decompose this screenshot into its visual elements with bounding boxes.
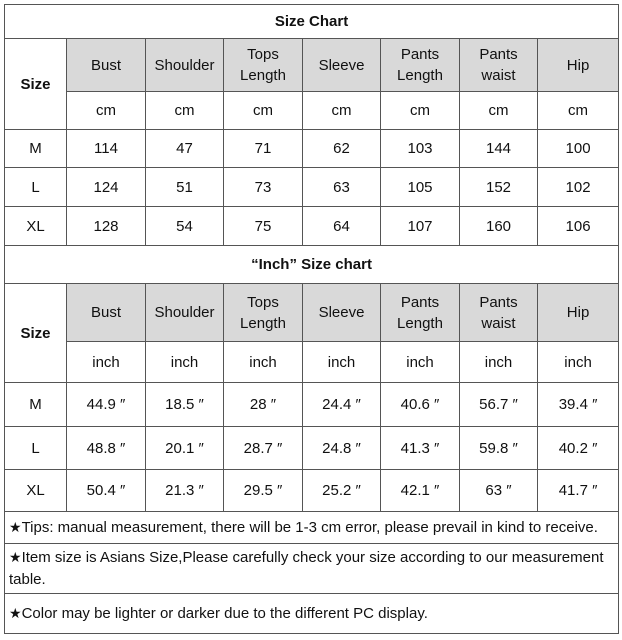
note-text: Tips: manual measurement, there will be 1-3 cm error, please prevail in kind to receive. [21,518,598,536]
inch-cell: 24.8 ″ [303,427,381,470]
inch-cell: 42.1 ″ [381,470,460,512]
cm-cell: 47 [146,130,224,168]
inch-cell: 59.8 ″ [460,427,538,470]
inch-unit-hip: inch [538,342,619,383]
cm-cell: 75 [224,207,303,246]
cm-header-row [5,39,619,92]
inch-cell: 20.1 ″ [146,427,224,470]
inch-unit-bust: inch [67,342,146,383]
inch-size-m: M [5,383,67,427]
inch-cell: 29.5 ″ [224,470,303,512]
cm-unit-pants-waist: cm [460,92,538,130]
cm-cell: 160 [460,207,538,246]
inch-unit-pants-waist: inch [460,342,538,383]
inch-col-pants-length [381,284,460,342]
note-color [5,594,619,634]
cm-size-label: Size [5,39,67,130]
star-icon: ★ [9,519,22,536]
inch-cell: 48.8 ″ [67,427,146,470]
inch-cell: 28.7 ″ [224,427,303,470]
inch-row-xl [5,470,619,512]
cm-col-pants-waist-label: Pants waist [479,46,518,84]
cm-unit-sleeve: cm [303,92,381,130]
inch-cell: 56.7 ″ [460,383,538,427]
cm-col-tops-length [224,39,303,92]
cm-col-pants-waist [460,39,538,92]
inch-unit-sleeve: inch [303,342,381,383]
cm-cell: 51 [146,168,224,207]
cm-row-l [5,168,619,207]
cm-col-shoulder: Shoulder [146,39,224,92]
cm-cell: 106 [538,207,619,246]
inch-cell: 63 ″ [460,470,538,512]
inch-col-pants-waist [460,284,538,342]
cm-row-m [5,130,619,168]
inch-cell: 28 ″ [224,383,303,427]
cm-unit-hip: cm [538,92,619,130]
inch-col-sleeve: Sleeve [303,284,381,342]
inch-col-tops-length-label: Tops Length [240,293,286,332]
note-row [5,512,619,544]
cm-cell: 54 [146,207,224,246]
cm-unit-bust: cm [67,92,146,130]
note-row [5,544,619,594]
cm-cell: 124 [67,168,146,207]
cm-row-xl [5,207,619,246]
inch-header-row [5,284,619,342]
note-asian-size [5,544,619,594]
cm-col-pants-length [381,39,460,92]
cm-cell: 107 [381,207,460,246]
cm-cell: 100 [538,130,619,168]
cm-cell: 105 [381,168,460,207]
inch-col-pants-waist-label: Pants waist [479,293,518,332]
inch-size-l: L [5,427,67,470]
inch-unit-row [5,342,619,383]
inch-col-shoulder: Shoulder [146,284,224,342]
cm-cell: 64 [303,207,381,246]
cm-cell: 103 [381,130,460,168]
cm-cell: 114 [67,130,146,168]
cm-col-tops-length-label: Tops Length [240,46,286,84]
inch-size-xl: XL [5,470,67,512]
cm-unit-row [5,92,619,130]
cm-size-l: L [5,168,67,207]
cm-title-row [5,5,619,39]
inch-table-title: “Inch” Size chart [5,246,619,284]
note-row [5,594,619,634]
note-text: Color may be lighter or darker due to the different PC display. [21,604,428,622]
cm-col-hip: Hip [538,39,619,92]
cm-cell: 63 [303,168,381,207]
cm-unit-shoulder: cm [146,92,224,130]
cm-cell: 144 [460,130,538,168]
inch-unit-pants-length: inch [381,342,460,383]
inch-col-tops-length [224,284,303,342]
cm-unit-tops-length: cm [224,92,303,130]
cm-col-pants-length-label: Pants Length [397,46,443,84]
inch-col-pants-length-label: Pants Length [397,293,443,332]
inch-cell: 39.4 ″ [538,383,619,427]
cm-size-m: M [5,130,67,168]
inch-unit-tops-length: inch [224,342,303,383]
cm-cell: 71 [224,130,303,168]
inch-cell: 41.3 ″ [381,427,460,470]
inch-title-row [5,246,619,284]
cm-cell: 73 [224,168,303,207]
inch-cell: 25.2 ″ [303,470,381,512]
inch-row-l [5,427,619,470]
inch-cell: 40.6 ″ [381,383,460,427]
note-text: Item size is Asians Size,Please carefully check your size according to our measurement table. [9,549,604,588]
cm-cell: 102 [538,168,619,207]
inch-cell: 21.3 ″ [146,470,224,512]
inch-cell: 41.7 ″ [538,470,619,512]
cm-unit-pants-length: cm [381,92,460,130]
cm-size-xl: XL [5,207,67,246]
inch-col-hip: Hip [538,284,619,342]
note-tips [5,512,619,544]
inch-cell: 40.2 ″ [538,427,619,470]
cm-table-title: Size Chart [5,5,619,39]
inch-unit-shoulder: inch [146,342,224,383]
inch-size-label: Size [5,284,67,383]
size-chart-table [4,4,619,634]
cm-col-bust: Bust [67,39,146,92]
inch-cell: 24.4 ″ [303,383,381,427]
inch-cell: 50.4 ″ [67,470,146,512]
inch-col-bust: Bust [67,284,146,342]
star-icon: ★ [9,550,22,566]
cm-cell: 62 [303,130,381,168]
star-icon: ★ [9,605,22,622]
inch-cell: 44.9 ″ [67,383,146,427]
inch-row-m [5,383,619,427]
cm-cell: 152 [460,168,538,207]
cm-col-sleeve: Sleeve [303,39,381,92]
inch-cell: 18.5 ″ [146,383,224,427]
cm-cell: 128 [67,207,146,246]
